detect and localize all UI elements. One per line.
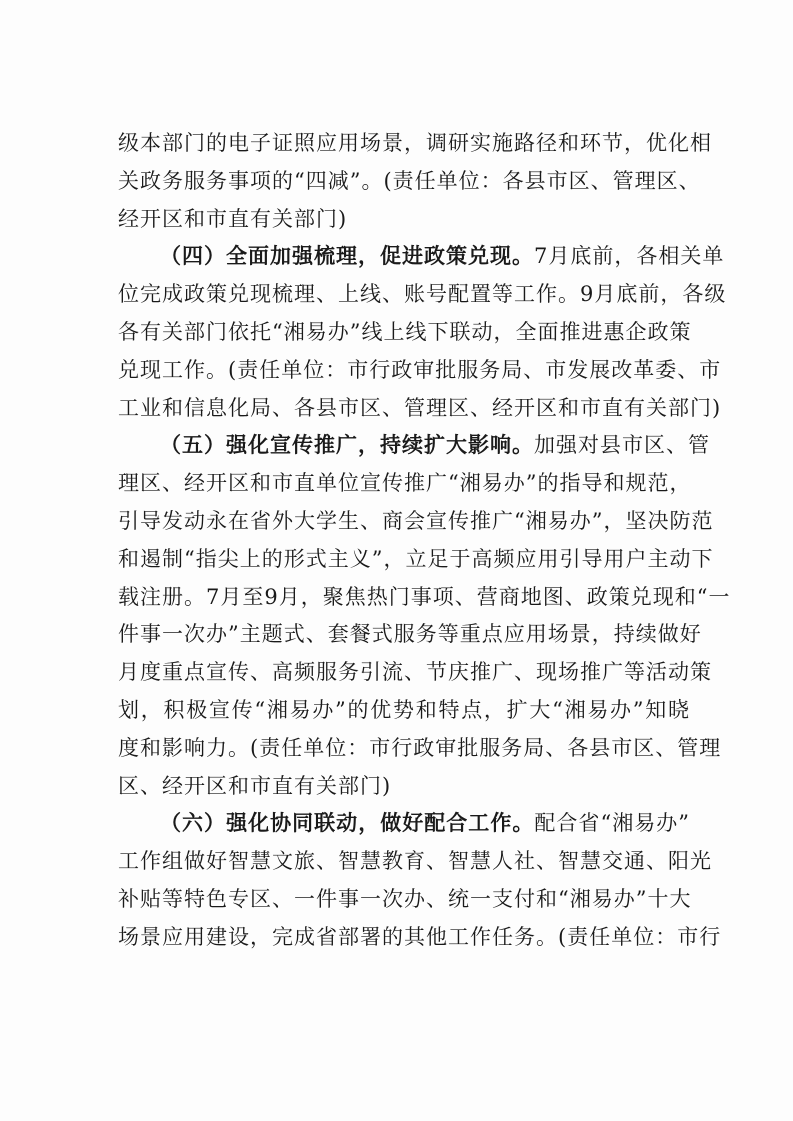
text-line: 各有关部门依托“湘易办”线上线下联动，全面推进惠企政策 [118, 319, 692, 344]
document-body [118, 125, 731, 957]
text-line: 月度重点宣传、高频服务引流、节庆推广、现场推广等活动策 [118, 660, 712, 685]
section-5-paragraph [118, 427, 731, 805]
section-6-heading: （六）强化协同联动，做好配合工作。 [160, 811, 535, 836]
text-line: 经开区和市直有关部门) [118, 206, 348, 231]
section-4-first-line [118, 238, 725, 276]
text-line: 载注册。7月至9月，聚焦热门事项、营商地图、政策兑现和“一 [118, 584, 731, 609]
text-fragment: 配合省“湘易办” [534, 811, 690, 836]
text-line: 工业和信息化局、各县市区、管理区、经开区和市直有关部门) [118, 395, 722, 420]
section-4-heading: （四）全面加强梳理，促进政策兑现。 [160, 244, 534, 269]
text-line: 场景应用建设，完成省部署的其他工作任务。(责任单位：市行 [118, 924, 722, 949]
section-6-first-line [118, 805, 690, 843]
text-line: 位完成政策兑现梳理、上线、账号配置等工作。9月底前，各级 [118, 282, 727, 307]
text-fragment: 加强对县市区、管 [534, 433, 710, 458]
paragraph-continuation [118, 125, 712, 238]
text-line: 关政务服务事项的“四减”。(责任单位：各县市区、管理区、 [118, 168, 701, 193]
text-fragment: 7月底前，各相关单 [534, 244, 725, 269]
text-line: 补贴等特色专区、一件事一次办、统一支付和“湘易办”十大 [118, 886, 692, 911]
text-line: 工作组做好智慧文旅、智慧教育、智慧人社、智慧交通、阳光 [118, 849, 712, 874]
text-line: 兑现工作。(责任单位：市行政审批服务局、市发展改革委、市 [118, 357, 722, 382]
text-line: 级本部门的电子证照应用场景，调研实施路径和环节，优化相 [118, 131, 712, 155]
text-line: 度和影响力。(责任单位：市行政审批服务局、各县市区、管理 [118, 735, 722, 760]
section-5-heading: （五）强化宣传推广，持续扩大影响。 [160, 433, 534, 458]
text-line: 理区、经开区和市直单位宣传推广“湘易办”的指导和规范， [118, 471, 692, 496]
text-line: 区、经开区和市直有关部门) [118, 773, 392, 798]
section-4-paragraph [118, 238, 727, 427]
text-line: 引导发动永在省外大学生、商会宣传推广“湘易办”，坚决防范 [118, 508, 714, 533]
section-6-paragraph [118, 805, 722, 956]
section-5-first-line [118, 427, 710, 465]
text-line: 件事一次办”主题式、套餐式服务等重点应用场景，持续做好 [118, 622, 702, 647]
text-line: 和遏制“指尖上的形式主义”，立足于高频应用引导用户主动下 [118, 546, 714, 571]
text-line: 划，积极宣传“湘易办”的优势和特点，扩大“湘易办”知晓 [118, 697, 690, 722]
